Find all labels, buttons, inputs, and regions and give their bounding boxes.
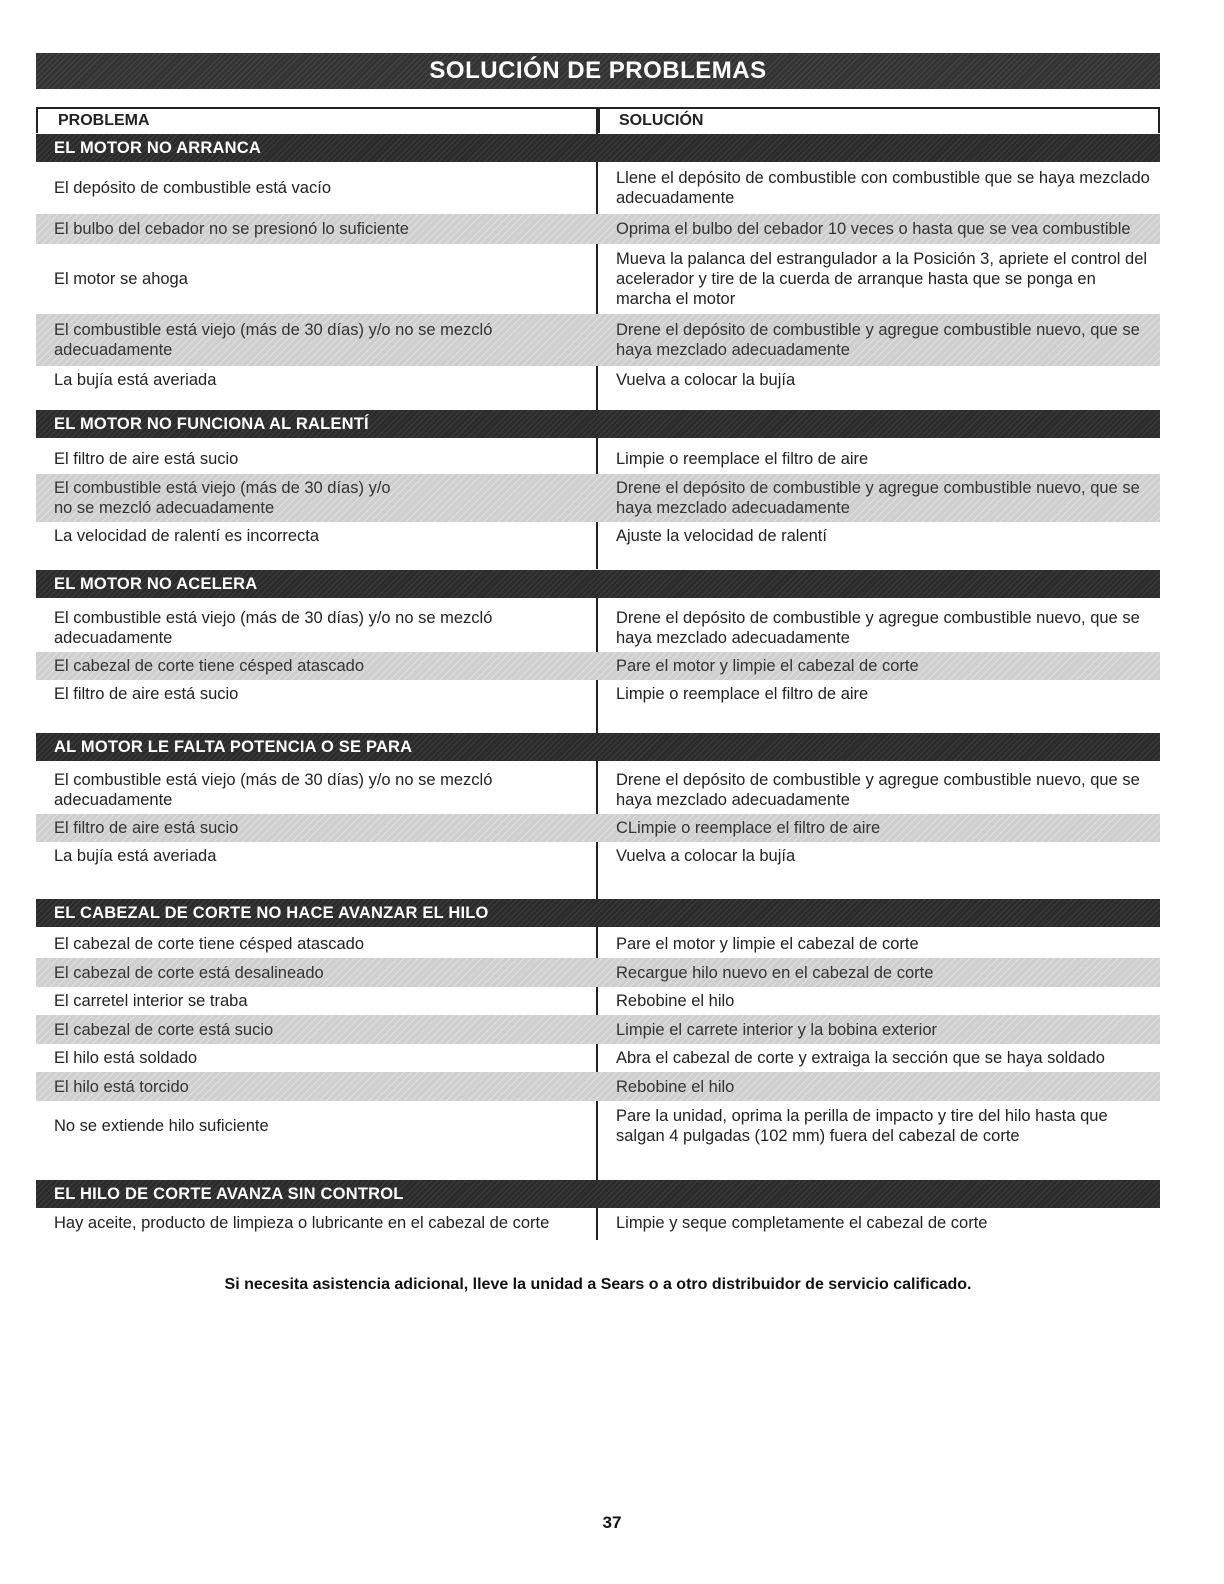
problem-cell: El hilo está torcido <box>54 1077 189 1096</box>
section-header: EL MOTOR NO ARRANCA <box>36 134 1160 162</box>
problem-cell: Hay aceite, producto de limpieza o lubricante en el cabezal de corte <box>54 1214 550 1232</box>
table-row <box>36 604 1160 652</box>
solution-cell: Pare el motor y limpie el cabezal de corte <box>616 657 919 675</box>
problem-cell: El cabezal de corte tiene césped atascado <box>54 657 365 675</box>
solution-cell: Rebobine el hilo <box>616 1077 735 1096</box>
solution-cell: Rebobine el hilo <box>616 992 735 1010</box>
footer-note: Si necesita asistencia adicional, lleve la unidad a Sears o a otro distribuidor de servicio calificado. <box>224 1276 972 1293</box>
table-row <box>36 1015 1160 1044</box>
problem-cell: El hilo está soldado <box>54 1049 198 1067</box>
problem-cell: El filtro de aire está sucio <box>54 685 239 703</box>
solution-cell: Drene el depósito de combustible y agregue combustible nuevo, que se haya mezclado adecuadamente <box>616 479 1140 517</box>
problem-cell: El combustible está viejo (más de 30 días) y/o no se mezcló adecuadamente <box>54 479 391 517</box>
solution-cell: Drene el depósito de combustible y agregue combustible nuevo, que se haya mezclado adecuadamente <box>616 321 1140 359</box>
solution-cell: Limpie o reemplace el filtro de aire <box>616 685 869 703</box>
solution-cell: Pare la unidad, oprima la perilla de impacto y tire del hilo hasta que salgan 4 pulgadas (102 mm) fuera del cabezal de corte <box>616 1107 1108 1145</box>
solution-cell: Oprima el bulbo del cebador 10 veces o hasta que se vea combustible <box>616 220 1131 238</box>
solution-cell: Ajuste la velocidad de ralentí <box>616 527 827 545</box>
table-row <box>36 314 1160 366</box>
problem-cell: El depósito de combustible está vacío <box>54 179 331 197</box>
table-row <box>36 1044 1160 1072</box>
table-header <box>36 107 1160 133</box>
problem-cell: El combustible está viejo (más de 30 días) y/o no se mezcló adecuadamente <box>54 321 493 359</box>
problem-cell: El cabezal de corte está sucio <box>54 1020 274 1039</box>
solution-cell: Limpie el carrete interior y la bobina exterior <box>616 1020 937 1039</box>
table-row <box>36 958 1160 987</box>
section-header: EL HILO DE CORTE AVANZA SIN CONTROL <box>36 1180 1160 1208</box>
problem-cell: La velocidad de ralentí es incorrecta <box>54 527 320 545</box>
problem-cell: El filtro de aire está sucio <box>54 819 239 837</box>
solution-cell: Limpie y seque completamente el cabezal de corte <box>616 1214 988 1232</box>
solution-column-header: SOLUCIÓN <box>619 112 704 129</box>
problem-column-header: PROBLEMA <box>38 109 600 133</box>
table-row <box>36 1209 1160 1237</box>
table-row <box>36 1072 1160 1101</box>
section-header: AL MOTOR LE FALTA POTENCIA O SE PARA <box>36 733 1160 761</box>
section-header: EL CABEZAL DE CORTE NO HACE AVANZAR EL HILO <box>36 899 1160 927</box>
solution-cell: Limpie o reemplace el filtro de aire <box>616 450 869 468</box>
problem-cell: El cabezal de corte tiene césped atascado <box>54 934 365 953</box>
section-header: EL MOTOR NO FUNCIONA AL RALENTÍ <box>36 410 1160 438</box>
solution-cell: Drene el depósito de combustible y agregue combustible nuevo, que se haya mezclado adecuadamente <box>616 609 1140 647</box>
solution-cell: Recargue hilo nuevo en el cabezal de corte <box>616 963 934 982</box>
problem-cell: No se extiende hilo suficiente <box>54 1117 269 1135</box>
table-row <box>36 929 1160 958</box>
table-row <box>36 680 1160 708</box>
table-row <box>36 842 1160 870</box>
solution-cell: Vuelva a colocar la bujía <box>616 371 796 389</box>
table-row <box>36 162 1160 214</box>
problem-cell: El bulbo del cebador no se presionó lo suficiente <box>54 220 409 238</box>
problem-cell: El cabezal de corte está desalineado <box>54 963 324 982</box>
page-number: 37 <box>602 1513 622 1532</box>
problem-cell: La bujía está averiada <box>54 847 217 865</box>
problem-cell: El filtro de aire está sucio <box>54 450 239 468</box>
solution-cell: Drene el depósito de combustible y agregue combustible nuevo, que se haya mezclado adecuadamente <box>616 771 1140 809</box>
page-title: SOLUCIÓN DE PROBLEMAS <box>36 53 1160 89</box>
solution-cell: Llene el depósito de combustible con combustible que se haya mezclado adecuadamente <box>616 169 1150 207</box>
table-row <box>36 766 1160 814</box>
table-row <box>36 652 1160 680</box>
solution-cell: Abra el cabezal de corte y extraiga la sección que se haya soldado <box>616 1049 1105 1067</box>
table-row <box>36 366 1160 394</box>
table-row <box>36 814 1160 842</box>
problem-cell: El motor se ahoga <box>54 270 188 288</box>
table-row <box>36 987 1160 1015</box>
section-header: EL MOTOR NO ACELERA <box>36 570 1160 598</box>
problem-cell: El combustible está viejo (más de 30 días) y/o no se mezcló adecuadamente <box>54 771 493 809</box>
table-row <box>36 444 1160 474</box>
problem-cell: El combustible está viejo (más de 30 días) y/o no se mezcló adecuadamente <box>54 609 493 647</box>
problem-cell: La bujía está averiada <box>54 371 217 389</box>
solution-cell: Pare el motor y limpie el cabezal de corte <box>616 934 919 953</box>
solution-cell: Vuelva a colocar la bujía <box>616 847 796 865</box>
table-row <box>36 474 1160 522</box>
table-row <box>36 214 1160 244</box>
problem-cell: El carretel interior se traba <box>54 992 248 1010</box>
solution-cell: CLimpie o reemplace el filtro de aire <box>616 819 881 837</box>
table-row <box>36 522 1160 550</box>
table-row <box>36 244 1160 314</box>
solution-cell: Mueva la palanca del estrangulador a la Posición 3, apriete el control del acelerador y tire de la cuerda de arranque hasta que se ponga en marcha el motor <box>616 250 1148 308</box>
table-row <box>36 1101 1160 1151</box>
